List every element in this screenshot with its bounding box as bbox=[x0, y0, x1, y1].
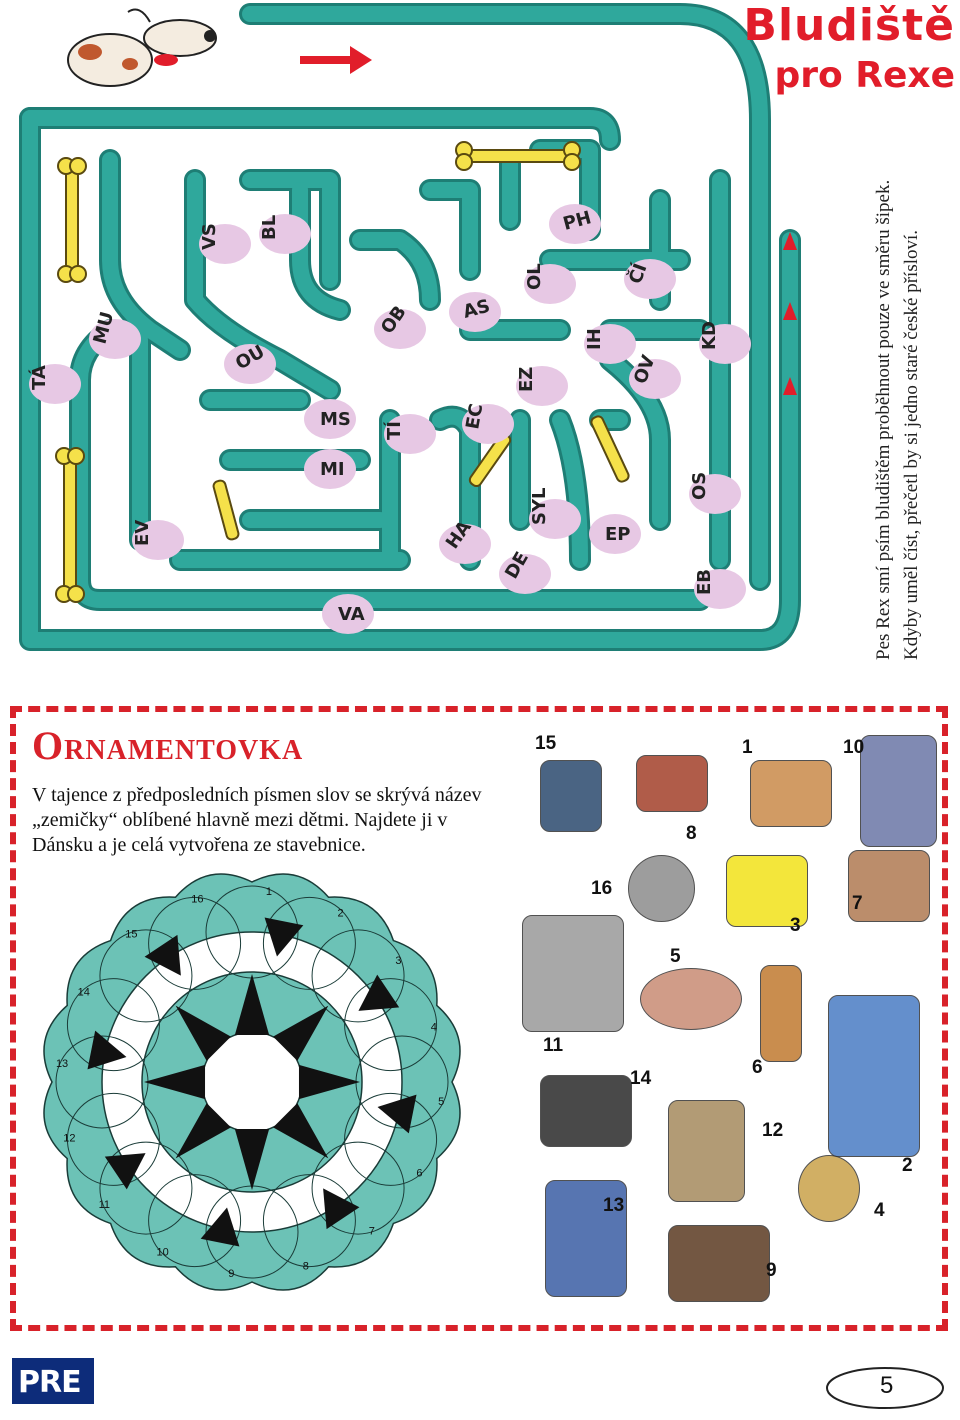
crate-icon bbox=[668, 1100, 745, 1202]
maze-syllable: MU bbox=[89, 309, 119, 347]
maze-title-text: Bludiště bbox=[743, 0, 955, 51]
ornament-number: 9 bbox=[228, 1268, 235, 1281]
maze-syllable: MS bbox=[320, 409, 351, 430]
ornament-number: 11 bbox=[98, 1198, 111, 1211]
maze-syllable: MI bbox=[320, 459, 345, 480]
ornament-number: 15 bbox=[125, 928, 138, 941]
picture-number: 14 bbox=[630, 1068, 652, 1089]
ornament-number: 8 bbox=[302, 1260, 309, 1273]
maze-syllable: TÍ bbox=[384, 421, 405, 440]
ornamentovka-instructions: V tajence z předposledních písmen slov se skrývá název „zemičky“ oblíbené hlavně mezi dětmi. Najdete ji v Dánsku a je celá vytvořena ze stavebnice. bbox=[32, 784, 482, 856]
maze-syllable: IH bbox=[584, 328, 605, 350]
maze-syllable: OU bbox=[232, 341, 269, 375]
maze-syllable: TÁ bbox=[29, 365, 50, 390]
maze-syllable: OL bbox=[524, 263, 545, 290]
picture-number: 2 bbox=[902, 1155, 913, 1176]
maze-title bbox=[730, 0, 955, 96]
picture-number: 16 bbox=[591, 878, 613, 899]
maze-syllable: PH bbox=[560, 207, 594, 235]
maze-syllable: EP bbox=[605, 524, 631, 545]
picture-number: 10 bbox=[843, 737, 865, 758]
ornament-number: 6 bbox=[416, 1167, 423, 1180]
ornament-number: 5 bbox=[438, 1095, 445, 1108]
maze-syllable: OB bbox=[376, 302, 411, 338]
picture-number: 11 bbox=[543, 1035, 564, 1056]
ornament bbox=[20, 870, 510, 1310]
maze bbox=[0, 0, 960, 700]
doghouse-icon bbox=[750, 760, 832, 827]
ornament-number: 10 bbox=[156, 1246, 169, 1259]
maze-syllable: OV bbox=[629, 352, 660, 387]
ornament-number: 14 bbox=[77, 986, 90, 999]
pre-logo bbox=[12, 1358, 94, 1404]
ornament-number: 13 bbox=[55, 1058, 69, 1071]
dog-icon bbox=[68, 10, 216, 86]
picture-number: 9 bbox=[766, 1260, 777, 1281]
maze-syllable: KD bbox=[699, 321, 720, 350]
maze-syllable: EZ bbox=[516, 366, 537, 392]
maze-syllable: EB bbox=[694, 568, 715, 595]
picture-number: 7 bbox=[852, 893, 863, 914]
ornament-number: 3 bbox=[395, 955, 402, 968]
stove-icon bbox=[540, 760, 602, 832]
maze-syllable: OS bbox=[689, 471, 710, 500]
ornament-number: 16 bbox=[191, 893, 204, 906]
maze-syllable: DE bbox=[501, 548, 533, 583]
picture-number: 6 bbox=[752, 1057, 763, 1078]
ornamentovka-title: Ornamentovka bbox=[32, 723, 304, 768]
picture-number: 8 bbox=[686, 823, 697, 844]
siphon-bottle-icon bbox=[760, 965, 802, 1062]
bison-icon bbox=[668, 1225, 770, 1302]
gong-icon bbox=[798, 1155, 860, 1222]
pre-logo-text: PRE bbox=[18, 1365, 81, 1400]
ball-icon bbox=[628, 855, 695, 922]
picture-number: 5 bbox=[670, 946, 681, 967]
sculptor-icon bbox=[860, 735, 937, 847]
maze-syllable: BL bbox=[259, 214, 280, 240]
ornament-number: 12 bbox=[63, 1132, 76, 1145]
maze-syllable: EC bbox=[462, 402, 488, 431]
clown-icon bbox=[828, 995, 920, 1157]
picture-number: 15 bbox=[535, 733, 557, 754]
maze-syllable: SYL bbox=[529, 487, 550, 525]
maze-syllable: ČÍ bbox=[624, 260, 652, 287]
picture-number: 1 bbox=[742, 737, 753, 758]
picture-number: 3 bbox=[790, 915, 801, 936]
picture-number: 4 bbox=[874, 1200, 885, 1221]
maze-syllable: EV bbox=[132, 519, 153, 546]
picture-number: 13 bbox=[603, 1195, 625, 1216]
maze-syllable: VA bbox=[338, 604, 365, 625]
page-number: 5 bbox=[880, 1372, 894, 1399]
maze-syllable: HA bbox=[441, 517, 476, 553]
brain-icon bbox=[640, 968, 742, 1030]
ornament-number: 2 bbox=[337, 907, 344, 920]
maze-instructions: Pes Rex smí psím bludištěm proběhnout pouze ve směru šipek. Kdyby uměl číst, přečetl by si jedno staré české přísloví. bbox=[873, 179, 922, 660]
maze-syllable: AS bbox=[460, 295, 493, 323]
koala-icon bbox=[522, 915, 624, 1032]
picture-number: 12 bbox=[762, 1120, 784, 1141]
brick-icon bbox=[636, 755, 708, 812]
panda-icon bbox=[540, 1075, 632, 1147]
maze-subtitle: pro Rexe bbox=[774, 55, 955, 96]
ornament-number: 1 bbox=[265, 885, 272, 898]
ornament-number: 4 bbox=[430, 1021, 437, 1034]
maze-syllable: VS bbox=[199, 223, 220, 250]
ornament-number: 7 bbox=[368, 1225, 375, 1238]
